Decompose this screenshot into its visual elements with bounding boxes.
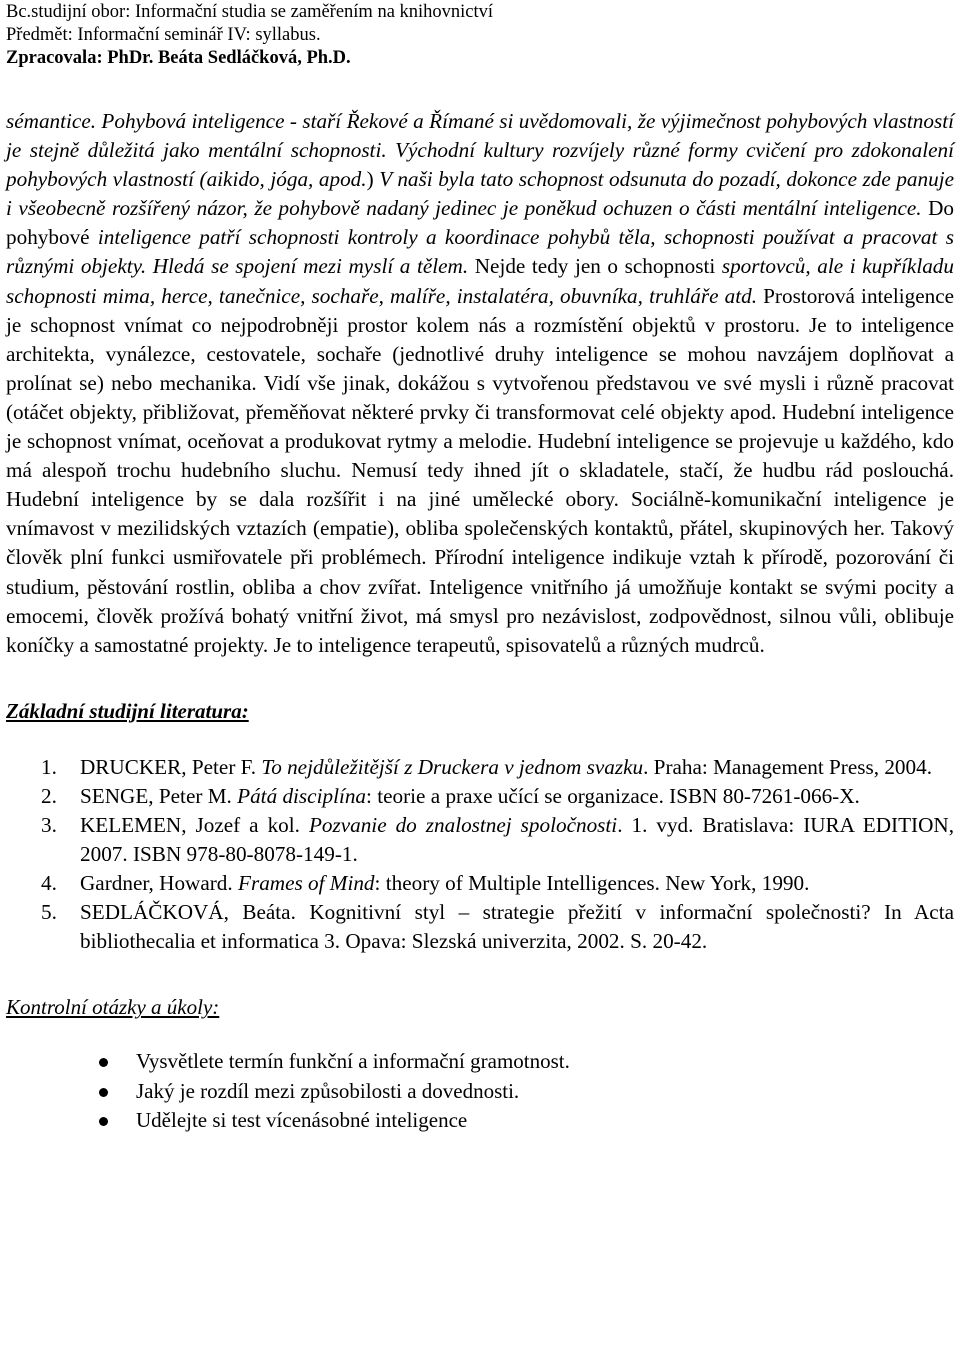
body-normal-segment: Do pohybové [6, 196, 954, 250]
study-program-line: Bc.studijní obor: Informační studia se zaměřením na knihovnictví [6, 2, 494, 22]
literature-item-authors: SEDLÁČKOVÁ, Beáta. Kognitivní styl – strategie přežití v informační společnosti? In Acta bibliothecalia et informatica 3. Opava: Slezská univerzita, 2002. S. 20-42. [80, 900, 954, 954]
literature-item-details: . Praha: Management Press, 2004. [643, 754, 932, 779]
literature-item-number: 2. [41, 783, 57, 808]
tasks-heading: Kontrolní otázky a úkoly: [6, 995, 220, 1020]
body-normal-segment: Nejde tedy jen o schopnosti [468, 254, 722, 279]
bullet-icon [99, 1117, 108, 1126]
document-header [6, 0, 954, 70]
body-italic-segment: sémantice. Pohybová inteligence - staří Řekové a Římané si uvědomovali, že výjimečnost pohybových vlastností je stejně důležitá jako mentální schopnosti. Východní kultury rozvíjely různé formy cvičení pro zdokonalení pohybových vlastností (aikido, jóga, apod. [6, 109, 954, 192]
literature-item-title: To nejdůležitější z Druckera v jednom svazku [261, 754, 644, 779]
body-paragraph [6, 107, 954, 660]
literature-item-title: Pozvanie do znalostnej spoločnosti [308, 812, 618, 837]
task-item [6, 1047, 954, 1076]
literature-item [6, 898, 954, 956]
task-item [6, 1077, 954, 1106]
bullet-icon [99, 1088, 108, 1097]
bullet-icon [99, 1058, 108, 1067]
literature-item-authors: SENGE, Peter M. [80, 783, 238, 808]
task-item [6, 1106, 954, 1135]
body-normal-segment: ) [366, 167, 380, 192]
literature-item [6, 753, 954, 782]
task-item-text: Jaký je rozdíl mezi způsobilosti a dovednosti. [136, 1078, 520, 1103]
literature-list [6, 753, 954, 957]
document-page [6, 0, 954, 1135]
task-item-text: Vysvětlete termín funkční a informační gramotnost. [136, 1049, 570, 1074]
literature-item-authors: DRUCKER, Peter F. [80, 754, 262, 779]
literature-item-number: 4. [41, 871, 57, 896]
literature-item-details: : theory of Multiple Intelligences. New York, 1990. [374, 871, 810, 896]
body-italic-segment: inteligence patří schopnosti kontroly a koordinace pohybů těla, schopnosti používat a pracovat s různými objekty. Hledá se spojení mezi myslí a tělem. [6, 225, 954, 279]
author-line: Zpracovala: PhDr. Beáta Sedláčková, Ph.D. [6, 48, 351, 68]
literature-item-number: 1. [41, 754, 57, 779]
course-line: Předmět: Informační seminář IV: syllabus. [6, 25, 321, 45]
literature-item [6, 782, 954, 811]
literature-item-number: 5. [41, 900, 57, 925]
literature-item-authors: KELEMEN, Jozef a kol. [80, 812, 309, 837]
body-normal-segment: Prostorová inteligence je schopnost vnímat co nejpodrobněji prostor kolem nás a rozmístění objektů v prostoru. Je to inteligence architekta, vynálezce, cestovatele, sochaře (jednotlivé druhy inteligence se mohou navzájem doplňovat a prolínat se) nebo mechanika. Vidí vše jinak, dokážou s vytvořenou představou ve své mysli i různě pracovat (otáčet objekty, přibližovat, přeměňovat některé prvky či transformovat celé objekty apod. Hudební inteligence je schopnost vnímat, oceňovat a produkovat rytmy a melodie. Hudební inteligence se projevuje u každého, kdo má alespoň trochu hudebního sluchu. Nemusí tedy ihned jít o skladatele, stačí, že hudbu rád poslouchá. Hudební inteligence by se dala rozšířit i na jiné umělecké obory. Sociálně-komunikační inteligence je vnímavost v mezilidských vztazích (empatie), obliba společenských kontaktů, přátel, skupinových her. Takový člověk plní funkci usmiřovatele při problémech. Přírodní inteligence indikuje vztah k přírodě, pozorování či studium, pěstování rostlin, obliba a chov zvířat. Inteligence vnitřního já umožňuje kontakt se svými pocity a emocemi, člověk prožívá bohatý vnitřní život, má smysl pro nezávislost, zodpovědnost, silnou vůli, oblibuje koníčky a samostatné projekty. Je to inteligence terapeutů, spisovatelů a různých mudrců. [6, 283, 955, 657]
literature-item [6, 869, 954, 898]
task-item-text: Udělejte si test vícenásobné inteligence [136, 1108, 468, 1133]
literature-heading: Základní studijní literatura: [6, 698, 249, 723]
literature-item-title: Pátá disciplína [237, 783, 367, 808]
body-italic-segment: sportovců, ale i kupříkladu schopnosti mima, herce, tanečnice, sochaře, malíře, instalatéra, obuvníka, truhláře atd. [6, 254, 954, 308]
literature-item-number: 3. [41, 812, 57, 837]
literature-item-details: . 1. vyd. Bratislava: IURA EDITION, 2007. ISBN 978-80-8078-149-1. [80, 812, 954, 867]
tasks-list [6, 1047, 954, 1135]
literature-item-authors: Gardner, Howard. [80, 871, 238, 896]
literature-item [6, 811, 954, 869]
literature-item-title: Frames of Mind [238, 871, 375, 896]
body-italic-segment: V naši byla tato schopnost odsunuta do pozadí, dokonce zde panuje i všeobecně rozšířený názor, že pohybově nadaný jedinec je poněkud ochuzen o části mentální inteligence. [6, 167, 955, 221]
literature-item-details: : teorie a praxe učící se organizace. ISBN 80-7261-066-X. [366, 783, 860, 808]
